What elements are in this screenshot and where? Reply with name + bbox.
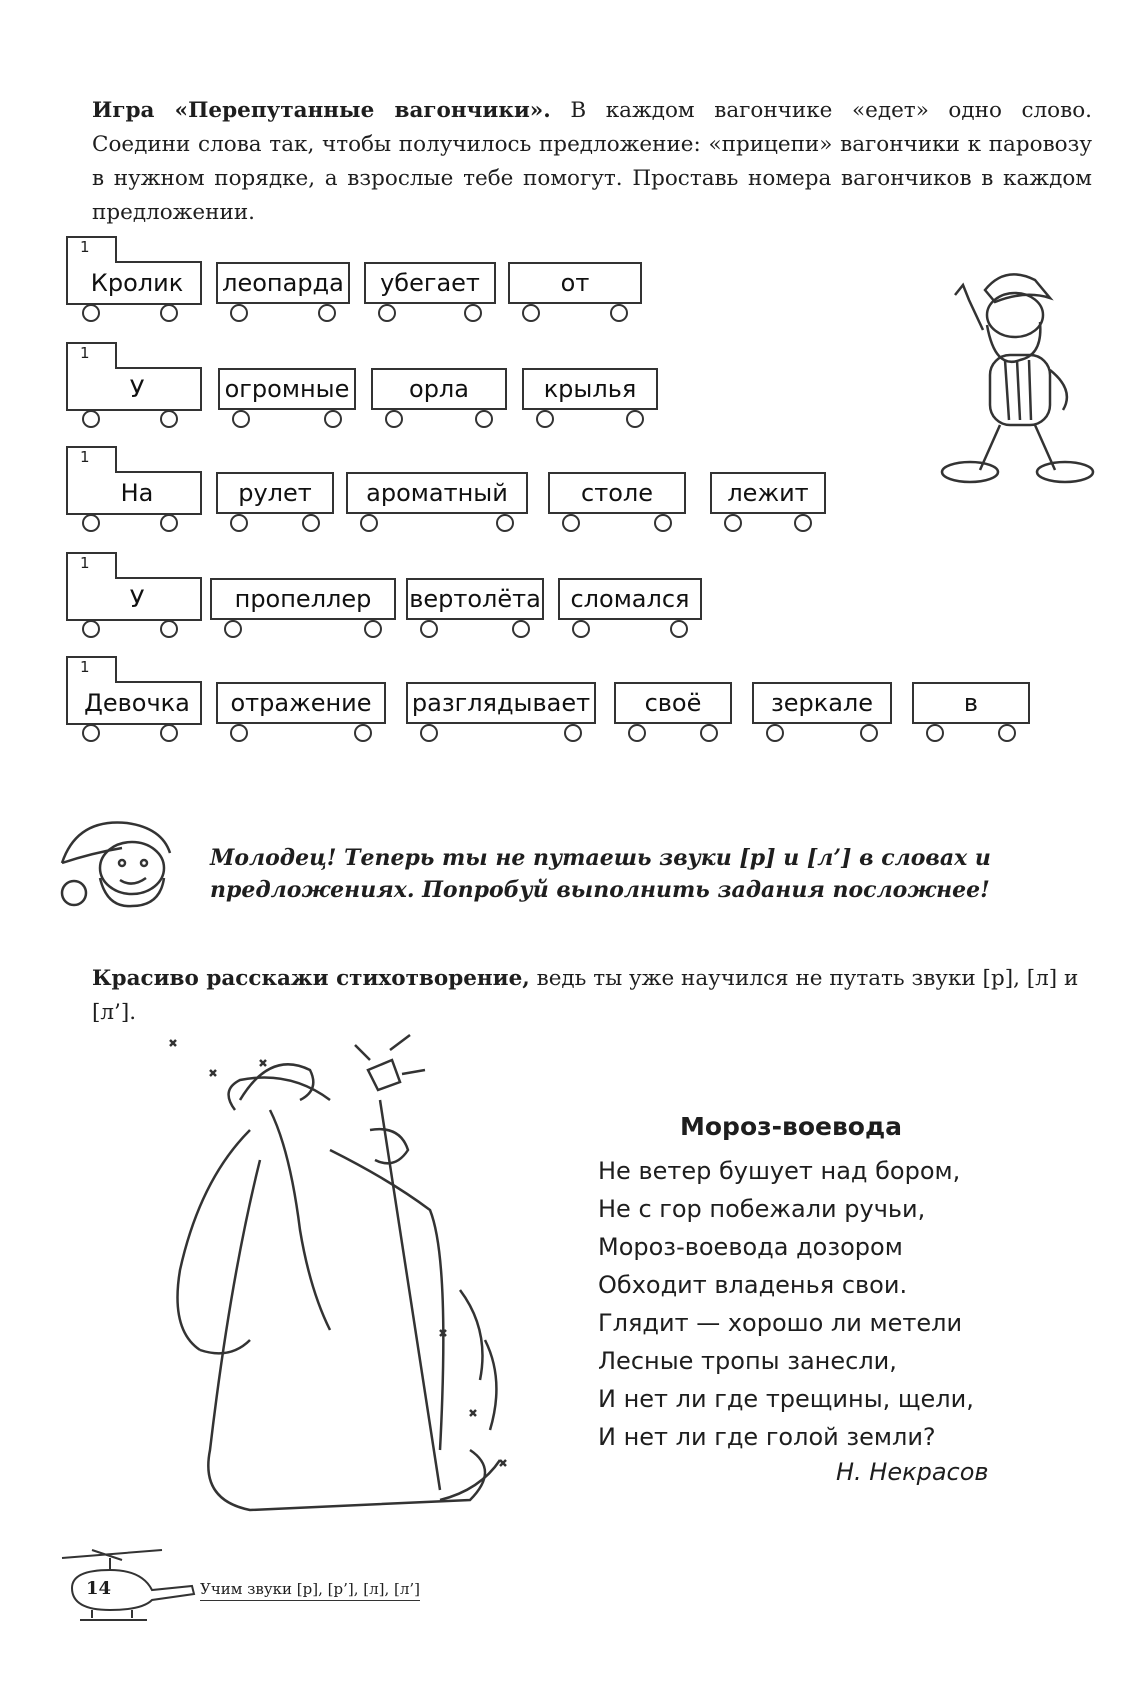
wheel <box>700 724 718 742</box>
wheel <box>420 724 438 742</box>
wagon-word: от <box>508 262 642 304</box>
wheel <box>160 620 178 638</box>
engine <box>66 552 206 622</box>
wagon <box>406 578 544 622</box>
poem-author: Н. Некрасов <box>836 1458 989 1486</box>
wheel <box>610 304 628 322</box>
wheel <box>464 304 482 322</box>
wagon <box>522 368 658 412</box>
task1-title: Игра «Перепутанные вагончики». <box>92 98 551 123</box>
wheel <box>998 724 1016 742</box>
wagon-word: зеркале <box>752 682 892 724</box>
engine <box>66 236 206 306</box>
engine-number: 1 <box>80 238 90 256</box>
engine-number: 1 <box>80 554 90 572</box>
helicopter-icon <box>52 1548 202 1628</box>
wheel <box>318 304 336 322</box>
engine <box>66 342 206 412</box>
wheel <box>926 724 944 742</box>
wheel <box>496 514 514 532</box>
wheel <box>160 724 178 742</box>
wheel <box>224 620 242 638</box>
wagon <box>752 682 892 726</box>
poem-line: И нет ли где трещины, щели, <box>598 1385 974 1413</box>
train-row-5 <box>66 656 1106 736</box>
wagon <box>346 472 528 516</box>
wagon-word: столе <box>548 472 686 514</box>
poem-line: Глядит — хорошо ли метели <box>598 1309 963 1337</box>
wagon-word: в <box>912 682 1030 724</box>
wagon-word: ароматный <box>346 472 528 514</box>
wheel <box>766 724 784 742</box>
wheel <box>378 304 396 322</box>
wheel <box>230 724 248 742</box>
ded-moroz-illustration <box>140 1030 560 1540</box>
wheel <box>302 514 320 532</box>
wagon-word: разглядывает <box>406 682 596 724</box>
wagon <box>364 262 496 306</box>
wheel <box>82 514 100 532</box>
wheel <box>724 514 742 532</box>
page-number: 14 <box>86 1578 112 1599</box>
wheel <box>230 304 248 322</box>
wheel <box>794 514 812 532</box>
wagon <box>614 682 732 726</box>
engine-word: Девочка <box>84 689 190 717</box>
wagon <box>710 472 826 516</box>
wagon <box>218 368 356 412</box>
wagon <box>371 368 507 412</box>
task1-text: В каждом вагончике «едет» одно слово. Соедини слова так, чтобы получилось предложение: «прицепи» вагончики к паровозу в нужном порядке, а взрослые тебе помогут. Проставь номера вагончиков в каждом предложении. <box>92 98 1092 225</box>
task1-paragraph <box>92 94 1092 230</box>
engine-number: 1 <box>80 658 90 676</box>
running-title: Учим звуки [р], [р’], [л], [л’] <box>200 1580 420 1601</box>
wheel <box>160 514 178 532</box>
wheel <box>230 514 248 532</box>
engine-word: На <box>120 479 154 507</box>
wheel <box>562 514 580 532</box>
wagon-word: рулет <box>216 472 334 514</box>
wagon <box>548 472 686 516</box>
wheel <box>860 724 878 742</box>
wheel <box>324 410 342 428</box>
poem-title: Мороз-воевода <box>680 1112 903 1141</box>
wheel <box>420 620 438 638</box>
wheel <box>82 410 100 428</box>
engine-number: 1 <box>80 344 90 362</box>
task2-paragraph <box>92 962 1092 1030</box>
engine-word: У <box>129 585 145 613</box>
wagon <box>508 262 642 306</box>
engine <box>66 446 206 516</box>
wagon-word: убегает <box>364 262 496 304</box>
wagon-word: своё <box>614 682 732 724</box>
poem-line: Не ветер бушует над бором, <box>598 1157 961 1185</box>
poem-line: Обходит владенья свои. <box>598 1271 908 1299</box>
poem-line: Не с гор побежали ручьи, <box>598 1195 926 1223</box>
wagon-word: лежит <box>710 472 826 514</box>
task2-text: ведь ты уже научился не путать звуки [р], [л] и [л’]. <box>92 966 1079 1025</box>
wheel <box>522 304 540 322</box>
wheel <box>385 410 403 428</box>
poem-line: Лесные тропы занесли, <box>598 1347 897 1375</box>
task2-title: Красиво расскажи стихотворение, <box>92 966 530 991</box>
wagon <box>216 682 386 726</box>
wagon <box>406 682 596 726</box>
wheel <box>536 410 554 428</box>
poem-line: Мороз-воевода дозором <box>598 1233 903 1261</box>
wagon-word: огромные <box>218 368 356 410</box>
wagon <box>558 578 702 622</box>
wheel <box>160 304 178 322</box>
wheel <box>364 620 382 638</box>
wheel <box>360 514 378 532</box>
engine-word: У <box>129 375 145 403</box>
poem-body <box>598 1152 974 1456</box>
engine-word: Кролик <box>90 269 184 297</box>
wheel <box>82 620 100 638</box>
wagon-word: леопарда <box>216 262 350 304</box>
train-row-4 <box>66 552 1106 632</box>
wheel <box>564 724 582 742</box>
wheel <box>82 304 100 322</box>
wagon-word: орла <box>371 368 507 410</box>
wagon <box>912 682 1030 726</box>
wheel <box>475 410 493 428</box>
gnome-head-illustration <box>52 808 192 918</box>
wagon-word: пропеллер <box>210 578 396 620</box>
wheel <box>654 514 672 532</box>
wagon <box>216 262 350 306</box>
praise-text: Молодец! Теперь ты не путаешь звуки [р] и [л’] в словах и предложениях. Попробуй выполнить задания посложнее! <box>210 845 991 903</box>
wheel <box>572 620 590 638</box>
wagon-word: сломался <box>558 578 702 620</box>
wheel <box>232 410 250 428</box>
wagon-word: крылья <box>522 368 658 410</box>
wagon <box>210 578 396 622</box>
wheel <box>628 724 646 742</box>
engine-number: 1 <box>80 448 90 466</box>
wheel <box>626 410 644 428</box>
gnome-illustration <box>925 260 1095 500</box>
wheel <box>160 410 178 428</box>
wagon-word: вертолёта <box>406 578 544 620</box>
engine <box>66 656 206 726</box>
wagon-word: отражение <box>216 682 386 724</box>
wheel <box>354 724 372 742</box>
wheel <box>82 724 100 742</box>
wheel <box>670 620 688 638</box>
poem-line: И нет ли где голой земли? <box>598 1423 936 1451</box>
wheel <box>512 620 530 638</box>
wagon <box>216 472 334 516</box>
